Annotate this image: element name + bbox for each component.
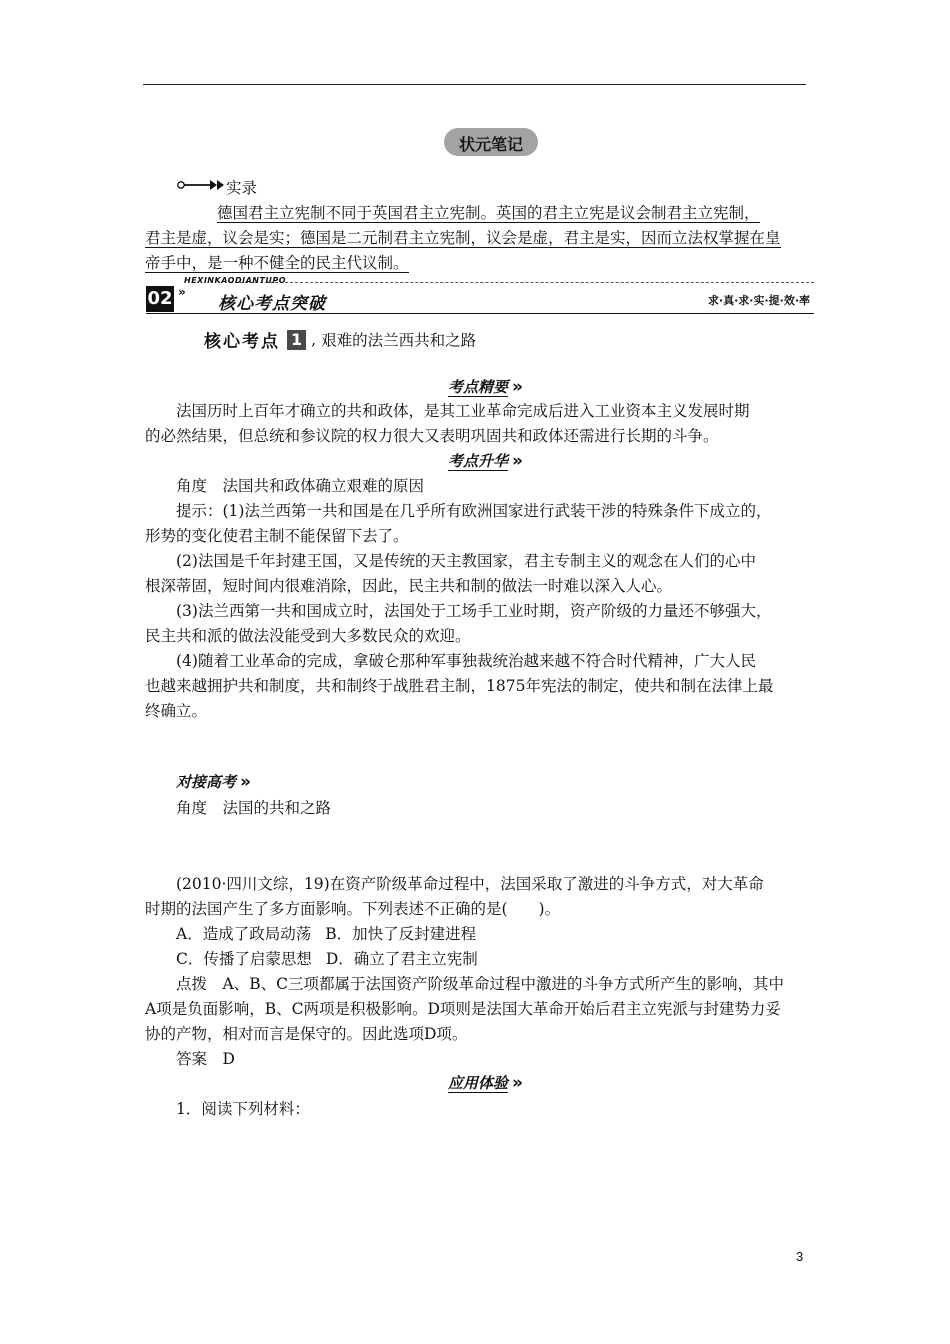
kaodian-label: 核心考点 [204,332,280,352]
jingyao-line: 法国历时上百年才确立的共和政体，是其工业革命完成后进入工业资本主义发展时期 [176,402,750,420]
gaokao-heading [176,771,251,792]
option-a: A．造成了政局动荡 [176,925,312,943]
notes-label: 实录 [226,179,258,197]
exercise-item: 1．阅读下列材料： [176,1100,310,1118]
shenghua-line: (4)随着工业革命的完成，拿破仑那种军事独裁统治越来越不符合时代精神，广大人民 [176,652,756,670]
yingyong-heading-text: 应用体验 [448,1074,509,1092]
page-number: 3 [796,1249,804,1264]
notes-title: 状元笔记 [458,135,523,154]
shenghua-line: 形势的变化使君主制不能保留下去了。 [145,527,409,545]
question-line: (2010·四川文综，19)在资产阶级革命过程中，法国采取了激进的斗争方式，对大革命 [176,875,764,893]
option-d: D．确立了君主立宪制 [325,950,478,968]
question-line: 时期的法国产生了多方面影响。下列表述不正确的是( )。 [145,900,561,918]
shenghua-angle: 角度 法国共和政体确立艰难的原因 [176,477,425,495]
shenghua-line: 提示：(1)法兰西第一共和国是在几乎所有欧洲国家进行武装干涉的特殊条件下成立的， [176,502,772,520]
shenghua-line: 民主共和派的做法没能受到大多数民众的欢迎。 [145,627,471,645]
double-chevron-icon: » [240,772,251,792]
options-row-cd [145,947,815,972]
analysis-line: 协的产物，相对而言是保守的。因此选项D项。 [145,1025,468,1043]
jingyao-line: 的必然结果，但总统和参议院的权力很大又表明巩固共和政体还需进行长期的斗争。 [145,427,719,445]
section-number: 02 [146,286,174,312]
kaodian-heading: 核心考点 1 , 艰难的法兰西共和之路 [204,329,477,352]
section-title: 核心考点突破 [218,294,326,314]
shenghua-line: (2)法国是千年封建王国，又是传统的天主教国家，君主专制主义的观念在人们的心中 [176,552,756,570]
option-b: B．加快了反封建进程 [325,925,477,943]
gaokao-angle-block [145,796,815,821]
double-chevron-icon: » [512,451,523,471]
gaokao-angle: 角度 法国的共和之路 [176,799,332,817]
answer-line: 答案 D [176,1050,235,1068]
notes-line: 君主是虚，议会是实；德国是二元制君主立宪制，议会是虚，君主是实，因而立法权掌握在皇 [145,229,781,247]
gaokao-body [145,872,815,1072]
shenghua-line: (3)法兰西第一共和国成立时，法国处于工场手工业时期，资产阶级的力量还不够强大， [176,602,772,620]
shenghua-heading [448,450,523,471]
options-row-ab [145,922,815,947]
notes-title-badge [444,128,538,156]
notes-paragraph [145,201,815,276]
shenghua-line: 终确立。 [145,702,208,720]
notes-line: 帝手中，是一种不健全的民主代议制。 [145,254,409,272]
analysis-line: A项是负面影响，B、C两项是积极影响。D项则是法国大革命开始后君主立宪派与封建势力妥 [145,1000,781,1018]
section-chevron-icon: » [178,285,186,299]
shenghua-line: 也越来越拥护共和制度，共和制终于战胜君主制，1875年宪法的制定，使共和制在法律上最 [145,677,774,695]
header-rule [143,84,806,85]
double-chevron-icon: » [512,377,523,397]
section-rule [146,313,814,314]
shenghua-line: 根深蒂固，短时间内很难消除，因此，民主共和制的做法一时难以深入人心。 [145,577,673,595]
kaodian-number: 1 [287,330,306,350]
analysis-line: 点拨 A、B、C三项都属于法国资产阶级革命过程中激进的斗争方式所产生的影响，其中 [176,975,784,993]
shenghua-body [145,474,815,724]
section-slogan: 求·真·求·实·提·效·率 [707,294,810,307]
section-pinyin: HEXINKAODIANTUPO [184,276,287,285]
arrow-pointer-icon [176,179,226,193]
option-c: C．传播了启蒙思想 [176,950,312,968]
jingyao-heading [448,376,523,397]
yingyong-body [145,1097,815,1122]
kaodian-title: 艰难的法兰西共和之路 [321,331,477,350]
notes-line: 德国君主立宪制不同于英国君主立宪制。英国的君主立宪是议会制君主立宪制， [217,204,760,222]
yingyong-heading [448,1072,523,1093]
gaokao-heading-text: 对接高考 [176,773,237,791]
jingyao-paragraph [145,399,815,449]
shenghua-heading-text: 考点升华 [448,452,509,470]
section-dashed-rule [230,282,814,283]
jingyao-heading-text: 考点精要 [448,378,509,396]
double-chevron-icon: » [512,1073,523,1093]
